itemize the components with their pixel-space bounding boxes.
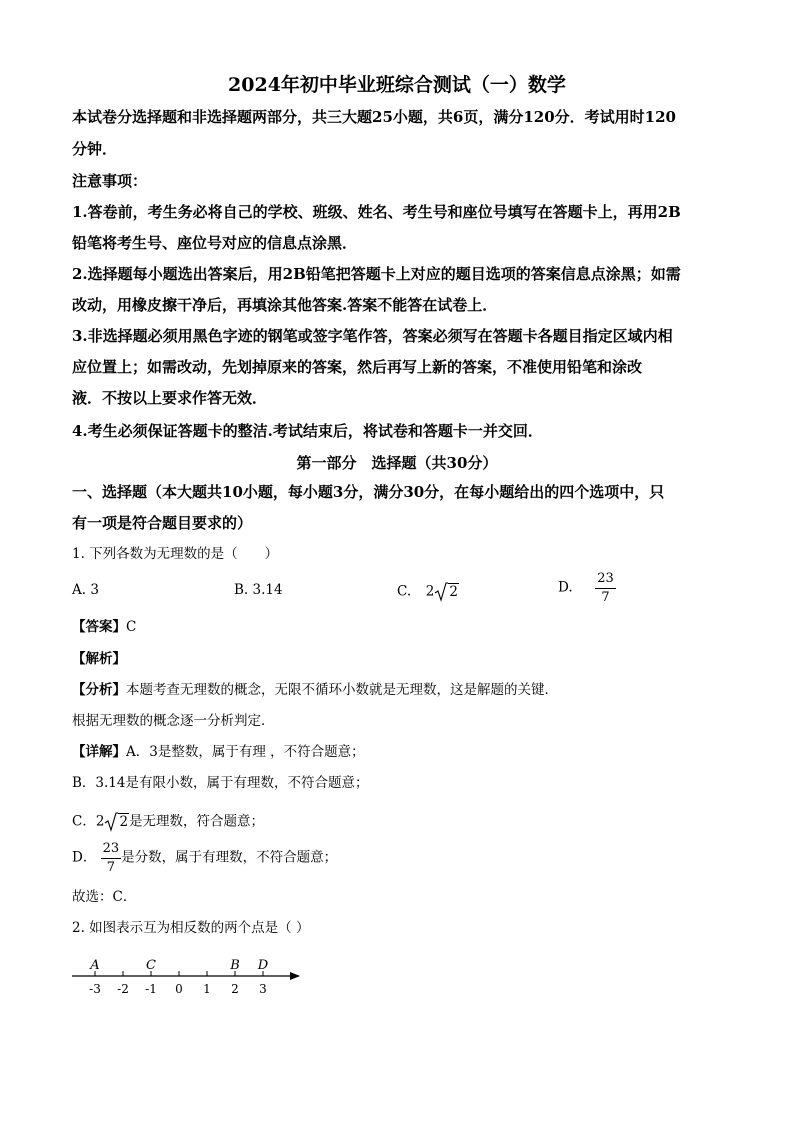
exam-title: 2024年初中毕业班综合测试（一）数学: [228, 74, 566, 96]
q1-option-d-denominator: 7: [601, 589, 610, 605]
q1-option-c: [397, 582, 459, 602]
arrow-right-icon: [290, 972, 300, 980]
q1-option-d: [558, 572, 616, 604]
fenxi-line: [72, 684, 558, 698]
xiangjie-c-text: 是无理数，符合题意；: [129, 813, 265, 830]
tick-label: 2: [231, 982, 239, 996]
tick-label: 0: [175, 982, 183, 996]
tick-label: 3: [259, 982, 267, 996]
notice-item-1-line-2: 铅笔将考生号、座位号对应的信息点涂黑．: [72, 234, 358, 252]
xiangjie-d-denominator: 7: [106, 859, 116, 875]
q1-option-c-label: C.: [397, 583, 412, 600]
intro-line-2: 分钟．: [72, 140, 118, 158]
xiangjie-line-b: B．3.14是有限小数，属于有理数，不符合题意；: [72, 775, 369, 791]
xiangjie-a-text: A．3是整数，属于有理 ，不符合题意；: [126, 744, 365, 760]
fenxi-tag: 【分析】: [72, 682, 126, 698]
notice-item-2-line-2: 改动，用橡皮擦干净后，再填涂其他答案.答案不能答在试卷上．: [72, 296, 498, 314]
q1-option-c-radicand: 2: [449, 583, 458, 600]
notice-item-3-line-3: 液．不按以上要求作答无效．: [72, 389, 268, 407]
q1-answer: [72, 621, 136, 635]
notice-item-4-line-1: 4.考生必须保证答题卡的整洁.考试结束后，将试卷和答题卡一并交回．: [72, 422, 543, 440]
answer-value: C: [126, 619, 137, 635]
q1-option-c-coef: 2: [425, 583, 435, 600]
q1-option-d-label: D.: [558, 579, 573, 596]
tick-label: -2: [117, 982, 129, 996]
notice-heading: 注意事项：: [72, 172, 148, 190]
fenxi-text: 本题考查无理数的概念，无限不循环小数就是无理数，这是解题的关键．: [126, 682, 558, 698]
section-heading-line-2: 有一项是符合题目要求的）: [72, 514, 253, 532]
radical-sign-icon: [434, 582, 448, 602]
xiangjie-c-radicand: 2: [119, 813, 129, 830]
tick-label: 1: [203, 982, 211, 996]
point-label-a: A: [90, 958, 100, 973]
q1-stem: 1. 下列各数为无理数的是（ ）: [72, 546, 279, 562]
part1-heading: 第一部分 选择题（共30分）: [296, 454, 498, 472]
tick-label: -1: [145, 982, 157, 996]
answer-tag: 【答案】: [72, 619, 126, 635]
xiangjie-c-coef: 2: [95, 813, 105, 830]
notice-item-1-line-1: 1.答卷前，考生务必将自己的学校、班级、姓名、考生号和座位号填写在答题卡上，再用2B: [72, 203, 681, 221]
q1-option-a: A. 3: [72, 582, 99, 598]
tick-label: -3: [89, 982, 101, 996]
xiangjie-line-d: [72, 842, 337, 874]
point-label-c: C: [146, 958, 156, 973]
fenxi-line-2: 根据无理数的概念逐一分析判定．: [72, 713, 275, 729]
notice-item-3-line-1: 3.非选择题必须用黑色字迹的钢笔或签字笔作答，答案必须写在答题卡各题目指定区域内相: [72, 327, 673, 345]
q2-number-line: [70, 952, 310, 998]
radical-sign-icon: [104, 812, 118, 832]
q1-option-d-fraction: [595, 572, 616, 604]
intro-line-1: 本试卷分选择题和非选择题两部分，共三大题25小题，共6页，满分120分．考试用时120: [72, 108, 676, 126]
notice-item-2-line-1: 2.选择题每小题选出答案后，用2B铅笔把答题卡上对应的题目选项的答案信息点涂黑；如需: [72, 265, 681, 283]
q1-option-b: B. 3.14: [234, 582, 283, 598]
xiangjie-tag: 【详解】: [72, 744, 126, 760]
q1-option-d-numerator: 23: [595, 572, 616, 589]
point-label-d: D: [257, 958, 269, 973]
xiangjie-line-a: [72, 746, 365, 760]
q1-conclusion: 故选：C．: [72, 889, 137, 905]
notice-item-3-line-2: 应位置上；如需改动，先划掉原来的答案，然后再写上新的答案，不准使用铅笔和涂改: [72, 358, 643, 376]
xiangjie-d-fraction: [101, 842, 122, 874]
q2-stem: 2. 如图表示互为相反数的两个点是（ ）: [72, 920, 310, 936]
xiangjie-d-numerator: 23: [101, 842, 122, 859]
xiangjie-c-label: C．: [72, 813, 96, 830]
xiangjie-d-label: D．: [72, 849, 97, 866]
xiangjie-line-c: [72, 812, 264, 832]
section-heading-line-1: 一、选择题（本大题共10小题，每小题3分，满分30分，在每小题给出的四个选项中，只: [72, 483, 665, 501]
xiangjie-d-text: 是分数，属于有理数，不符合题意；: [121, 849, 338, 866]
point-label-b: B: [230, 958, 240, 973]
analysis-tag: 【解析】: [72, 651, 126, 667]
